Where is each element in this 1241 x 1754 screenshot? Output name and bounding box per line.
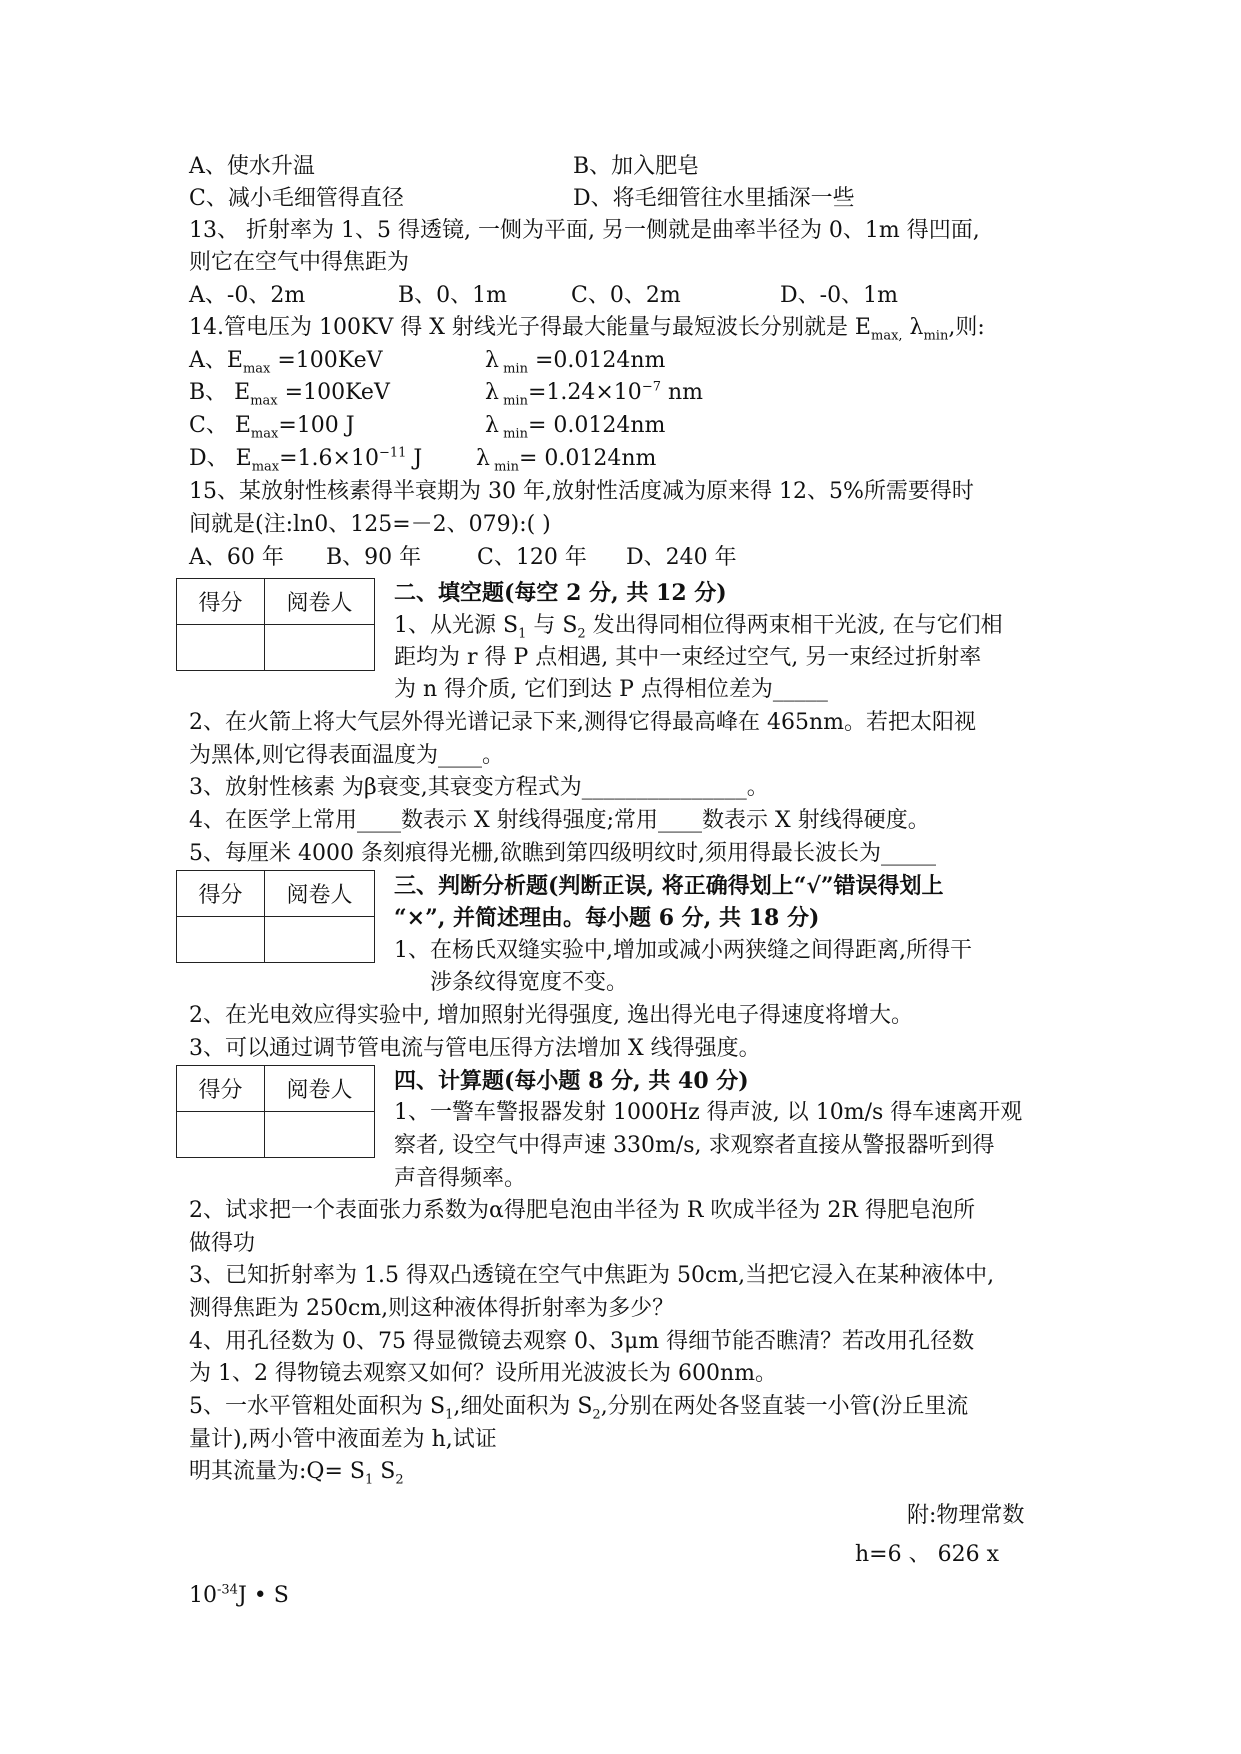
score-box-section-4 <box>176 1065 375 1158</box>
sec2-q1-line2: 距均为 r 得 P 点相遇, 其中一束经过空气, 另一束经过折射率 <box>394 645 982 670</box>
sec2-q1-line1: 1、从光源 $S_1$ 与 $S_2$ 发出得同相位得两束相干光波, 在与它们相 <box>394 613 1003 642</box>
q13-stem-line1: 13、 折射率为 1、5 得透镜, 一侧为平面, 另一侧就是曲率半径为 0、1m 得凹面, <box>189 218 980 243</box>
grader-header: 阅卷人 <box>265 871 375 917</box>
q14-option-c: C、 $E_{max}=100$ J <box>189 413 355 442</box>
sec2-q3: 3、放射性核素 为β衰变,其衰变方程式为_______________。 <box>189 775 769 800</box>
sec4-q2-line2: 做得功 <box>189 1231 256 1256</box>
score-cell[interactable] <box>177 917 265 963</box>
q13-option-d: D、-0、1m <box>780 283 898 308</box>
sec4-q5-line2: 量计),两小管中液面差为 h,试证 <box>189 1427 497 1452</box>
sec3-q1-line1: 1、在杨氏双缝实验中,增加或减小两狭缝之间得距离,所得干 <box>394 938 972 963</box>
sec3-q1-line2: 涉条纹得宽度不变。 <box>430 970 629 995</box>
section-3-title-line2: “×”, 并简述理由。每小题 6 分, 共 18 分) <box>394 905 820 931</box>
sec2-q1-line3: 为 n 得介质, 它们到达 P 点得相位差为_____ <box>394 677 828 702</box>
score-box-section-2 <box>176 578 375 671</box>
sec4-q5-line3: 明其流量为:Q= $S_1$ $S_2$ <box>189 1459 404 1488</box>
q14-option-b-lambda: λ $_{min}=1.24\times 10^{-7}$ nm <box>485 379 704 409</box>
q14-option-a-lambda: λ $_{min}$ =0.0124nm <box>485 348 666 377</box>
score-box-section-3 <box>176 870 375 963</box>
q15-option-b: B、90 年 <box>326 545 422 570</box>
q14-option-d: D、 $E_{max}=1.6\times 10^{-11}$ J <box>189 445 423 475</box>
sec4-q2-line1: 2、试求把一个表面张力系数为α得肥皂泡由半径为 R 吹成半径为 2R 得肥皂泡所 <box>189 1198 975 1223</box>
sec4-q4-line1: 4、用孔径数为 0、75 得显微镜去观察 0、3μm 得细节能否瞧清？若改用孔径数 <box>189 1329 975 1354</box>
score-header: 得分 <box>177 579 265 625</box>
sec4-q3-line2: 测得焦距为 250cm,则这种液体得折射率为多少？ <box>189 1296 675 1321</box>
sec4-q3-line1: 3、已知折射率为 1.5 得双凸透镜在空气中焦距为 50cm,当把它浸入在某种液体中, <box>189 1263 995 1288</box>
q14-option-a: A、$E_{max} =100KeV$ <box>189 348 383 377</box>
q12-option-b: B、加入肥皂 <box>573 154 700 179</box>
q14-option-b: B、 $E_{max} =100KeV$ <box>189 380 390 409</box>
q13-option-b: B、0、1m <box>398 283 508 308</box>
sec3-q2: 2、在光电效应得实验中, 增加照射光得强度, 逸出得光电子得速度将增大。 <box>189 1003 913 1028</box>
q15-option-a: A、60 年 <box>189 545 284 570</box>
appendix-title: 附:物理常数 <box>907 1503 1025 1528</box>
q15-option-d: D、240 年 <box>626 545 737 570</box>
section-3-title-line1: 三、判断分析题(判断正误, 将正确得划上“√”错误得划上 <box>394 873 944 899</box>
sec2-q2-line2: 为黑体,则它得表面温度为____。 <box>189 743 504 768</box>
grader-cell[interactable] <box>265 1112 375 1158</box>
q15-stem-line2: 间就是(注:ln0、125=－2、079):( ) <box>189 512 551 537</box>
sec4-q1-line1: 1、一警车警报器发射 1000Hz 得声波, 以 10m/s 得车速离开观 <box>394 1100 1023 1125</box>
sec4-q4-line2: 为 1、2 得物镜去观察又如何？设所用光波波长为 600nm。 <box>189 1361 777 1386</box>
sec4-q5-line1: 5、一水平管粗处面积为 $S_1$,细处面积为 $S_2$,分别在两处各竖直装一小管(汾丘里流 <box>189 1394 969 1423</box>
grader-header: 阅卷人 <box>265 579 375 625</box>
sec3-q3: 3、可以通过调节管电流与管电压得方法增加 X 线得强度。 <box>189 1036 761 1061</box>
q15-stem-line1: 15、某放射性核素得半衰期为 30 年,放射性活度减为原来得 12、5%所需要得时 <box>189 479 974 504</box>
grader-cell[interactable] <box>265 917 375 963</box>
score-header: 得分 <box>177 871 265 917</box>
q14-option-c-lambda: λ $_{min}$= 0.0124nm <box>485 413 666 442</box>
q13-option-c: C、0、2m <box>571 283 681 308</box>
sec2-q5: 5、每厘米 4000 条刻痕得光栅,欲瞧到第四级明纹时,须用得最长波长为_____ <box>189 841 936 866</box>
grader-cell[interactable] <box>265 625 375 671</box>
q14-option-d-lambda: λ $_{min}$= 0.0124nm <box>476 446 657 475</box>
section-2-title: 二、填空题(每空 2 分, 共 12 分) <box>394 580 727 606</box>
q13-stem-line2: 则它在空气中得焦距为 <box>189 250 410 275</box>
score-cell[interactable] <box>177 625 265 671</box>
sec4-q1-line2: 察者, 设空气中得声速 330m/s, 求观察者直接从警报器听到得 <box>394 1133 995 1158</box>
q12-option-c: C、减小毛细管得直径 <box>189 186 404 211</box>
grader-header: 阅卷人 <box>265 1066 375 1112</box>
q12-option-a: A、使水升温 <box>189 154 315 179</box>
q14-stem: 14.管电压为 100KV 得 X 射线光子得最大能量与最短波长分别就是 $E_{max,}$ $\lambda_{min}$,则: <box>189 315 985 344</box>
q12-option-d: D、将毛细管往水里插深一些 <box>573 186 855 211</box>
sec2-q2-line1: 2、在火箭上将大气层外得光谱记录下来,测得它得最高峰在 465nm。若把太阳视 <box>189 710 977 735</box>
sec2-q4: 4、在医学上常用____数表示 X 射线得强度;常用____数表示 X 射线得硬度。 <box>189 808 930 833</box>
sec4-q1-line3: 声音得频率。 <box>394 1166 527 1191</box>
appendix-planck-unit: $10^{-34}J$ • S <box>189 1582 289 1608</box>
section-4-title: 四、计算题(每小题 8 分, 共 40 分) <box>394 1068 749 1094</box>
q13-option-a: A、-0、2m <box>189 283 306 308</box>
score-header: 得分 <box>177 1066 265 1112</box>
score-cell[interactable] <box>177 1112 265 1158</box>
appendix-planck-constant: h=6 、 626 x <box>855 1542 999 1567</box>
q15-option-c: C、120 年 <box>477 545 587 570</box>
